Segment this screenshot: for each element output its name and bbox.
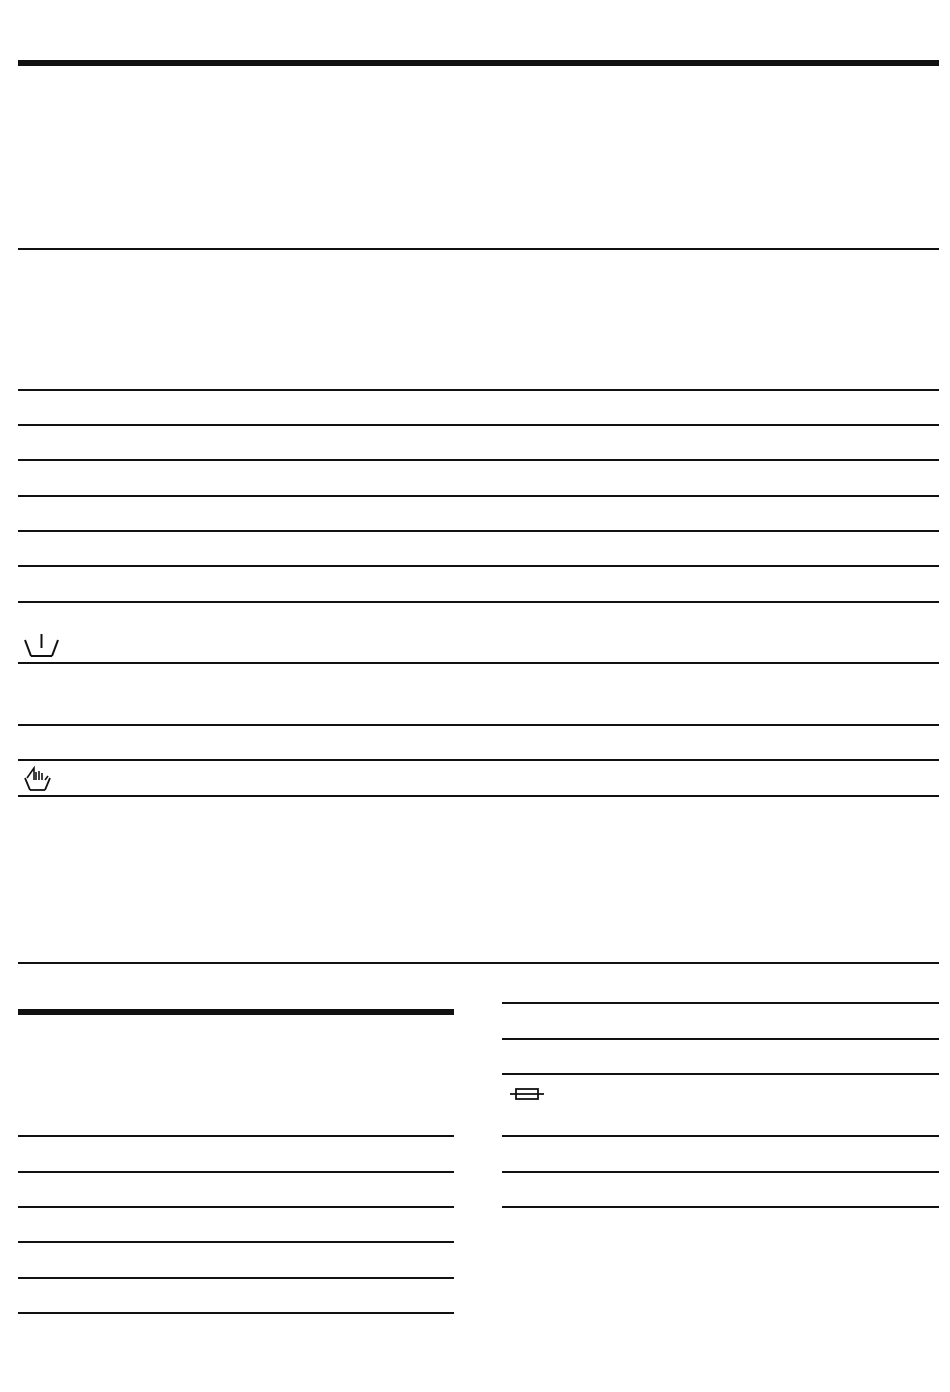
list-rule — [18, 1135, 454, 1137]
table-row-rule — [18, 601, 939, 603]
section-heading-rule — [18, 1009, 454, 1015]
table-row-rule — [18, 459, 939, 461]
list-rule — [502, 1171, 939, 1173]
list-rule — [18, 1312, 454, 1314]
table-row-rule — [18, 565, 939, 567]
list-rule — [18, 1277, 454, 1279]
list-rule — [502, 1038, 939, 1040]
table-row-rule — [18, 724, 939, 726]
table-row-rule — [18, 389, 939, 391]
table-row-rule — [18, 495, 939, 497]
table-row-rule — [18, 662, 939, 664]
soak-hand-basin-icon — [24, 766, 52, 792]
top-heading-rule — [18, 60, 939, 66]
table-row-rule — [18, 530, 939, 532]
list-rule — [18, 1241, 454, 1243]
list-rule — [502, 1135, 939, 1137]
fuse-symbol-icon — [510, 1087, 544, 1101]
table-bottom-rule — [18, 962, 939, 964]
table-row-rule — [18, 759, 939, 761]
prewash-basin-icon — [24, 634, 60, 660]
table-row-rule — [18, 424, 939, 426]
list-rule — [502, 1002, 939, 1004]
list-rule — [502, 1206, 939, 1208]
list-rule — [502, 1073, 939, 1075]
list-rule — [18, 1206, 454, 1208]
table-row-rule — [18, 795, 939, 797]
table-header-rule — [18, 248, 939, 250]
list-rule — [18, 1171, 454, 1173]
